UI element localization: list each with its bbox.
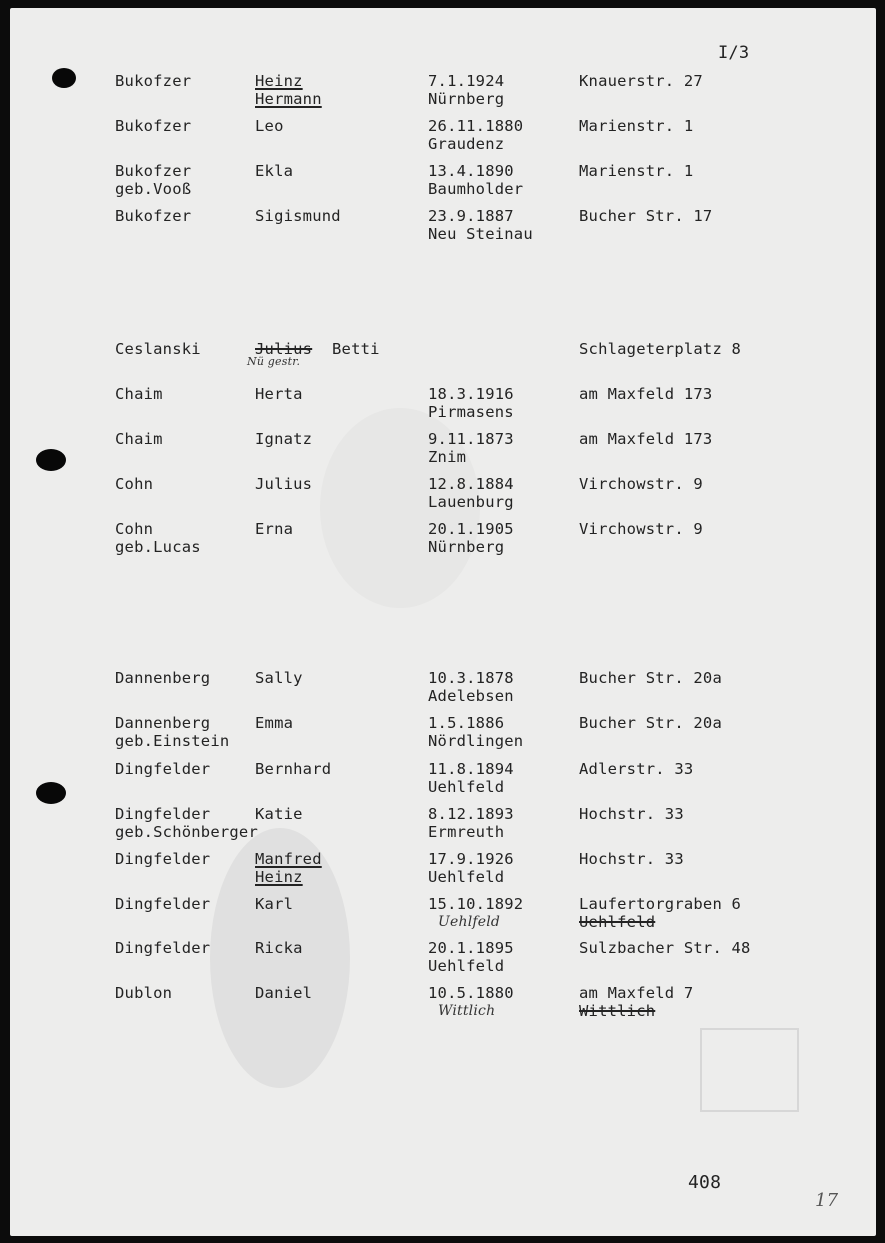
surname: Ceslanski (115, 340, 201, 358)
page-reference: I/3 (718, 43, 750, 63)
address: am Maxfeld 7 (579, 984, 694, 1002)
address: Virchowstr. 9 (579, 475, 703, 493)
address: am Maxfeld 173 (579, 385, 713, 403)
address: Hochstr. 33 (579, 850, 684, 868)
surname: Bukofzer (115, 162, 192, 180)
address: Marienstr. 1 (579, 117, 694, 135)
birth-date: 18.3.1916 (428, 385, 514, 403)
birth-date: 17.9.1926 (428, 850, 514, 868)
address: Virchowstr. 9 (579, 520, 703, 538)
birth-date: 8.12.1893 (428, 805, 514, 823)
page-number: 408 (688, 1172, 722, 1193)
first-name: Herta (255, 385, 303, 403)
birth-place: Uehlfeld (438, 914, 501, 930)
birth-place: Neu Steinau (428, 225, 533, 243)
surname: Bukofzer (115, 72, 192, 90)
maiden-name: geb.Einstein (115, 732, 230, 750)
address: Knauerstr. 27 (579, 72, 703, 90)
surname: Dublon (115, 984, 173, 1002)
first-name: Leo (255, 117, 284, 135)
punch-hole (36, 449, 66, 471)
first-name: Sally (255, 669, 303, 687)
corner-handwritten-number: 17 (815, 1190, 839, 1211)
birth-date: 12.8.1884 (428, 475, 514, 493)
birth-date: 23.9.1887 (428, 207, 514, 225)
birth-date: 1.5.1886 (428, 714, 505, 732)
handwritten-note: Nü gestr. (247, 355, 301, 368)
birth-place: Uehlfeld (428, 868, 505, 886)
surname: Dannenberg (115, 669, 211, 687)
address: Laufertorgraben 6 (579, 895, 742, 913)
surname: Chaim (115, 385, 163, 403)
birth-date: 20.1.1905 (428, 520, 514, 538)
birth-place: Uehlfeld (428, 957, 505, 975)
birth-place: Znim (428, 448, 467, 466)
birth-date: 26.11.1880 (428, 117, 524, 135)
address: Sulzbacher Str. 48 (579, 939, 751, 957)
birth-place: Wittlich (438, 1003, 496, 1019)
birth-place: Lauenburg (428, 493, 514, 511)
punch-hole (52, 68, 76, 88)
first-name: Julius (255, 475, 313, 493)
first-name: Emma (255, 714, 294, 732)
birth-place: Graudenz (428, 135, 505, 153)
birth-place: Nördlingen (428, 732, 524, 750)
surname: Bukofzer (115, 207, 192, 225)
surname: Dingfelder (115, 939, 211, 957)
second-first-name: Heinz (255, 868, 303, 886)
address: am Maxfeld 173 (579, 430, 713, 448)
maiden-name: geb.Schönberger (115, 823, 258, 841)
first-name: Karl (255, 895, 294, 913)
birth-place: Nürnberg (428, 538, 505, 556)
former-address: Wittlich (579, 1002, 656, 1020)
birth-place: Uehlfeld (428, 778, 505, 796)
birth-date: 20.1.1895 (428, 939, 514, 957)
surname: Dannenberg (115, 714, 211, 732)
birth-place: Ermreuth (428, 823, 505, 841)
address: Schlageterplatz 8 (579, 340, 742, 358)
birth-place: Baumholder (428, 180, 524, 198)
faded-stamp (700, 1028, 799, 1112)
address: Hochstr. 33 (579, 805, 684, 823)
surname: Cohn (115, 475, 154, 493)
former-address: Uehlfeld (579, 913, 656, 931)
birth-date: 7.1.1924 (428, 72, 505, 90)
surname: Bukofzer (115, 117, 192, 135)
birth-place: Adelebsen (428, 687, 514, 705)
first-name: Sigismund (255, 207, 341, 225)
birth-place: Nürnberg (428, 90, 505, 108)
first-name: Katie (255, 805, 303, 823)
surname: Chaim (115, 430, 163, 448)
birth-place: Pirmasens (428, 403, 514, 421)
first-name: Erna (255, 520, 294, 538)
surname: Dingfelder (115, 850, 211, 868)
address: Bucher Str. 20a (579, 714, 722, 732)
surname: Dingfelder (115, 895, 211, 913)
birth-date: 13.4.1890 (428, 162, 514, 180)
second-first-name: Hermann (255, 90, 322, 108)
birth-date: 9.11.1873 (428, 430, 514, 448)
birth-date: 15.10.1892 (428, 895, 524, 913)
address: Bucher Str. 17 (579, 207, 713, 225)
address: Adlerstr. 33 (579, 760, 694, 778)
birth-date: 10.3.1878 (428, 669, 514, 687)
first-name-correction: Betti (332, 340, 380, 358)
maiden-name: geb.Lucas (115, 538, 201, 556)
first-name: Julius (255, 340, 313, 358)
birth-date: 10.5.1880 (428, 984, 514, 1002)
punch-hole (36, 782, 66, 804)
first-name: Bernhard (255, 760, 332, 778)
surname: Cohn (115, 520, 154, 538)
birth-date: 11.8.1894 (428, 760, 514, 778)
first-name: Ignatz (255, 430, 313, 448)
address: Bucher Str. 20a (579, 669, 722, 687)
address: Marienstr. 1 (579, 162, 694, 180)
first-name: Daniel (255, 984, 313, 1002)
first-name: Heinz (255, 72, 303, 90)
maiden-name: geb.Vooß (115, 180, 192, 198)
surname: Dingfelder (115, 805, 211, 823)
first-name: Ekla (255, 162, 294, 180)
first-name: Ricka (255, 939, 303, 957)
first-name: Manfred (255, 850, 322, 868)
surname: Dingfelder (115, 760, 211, 778)
